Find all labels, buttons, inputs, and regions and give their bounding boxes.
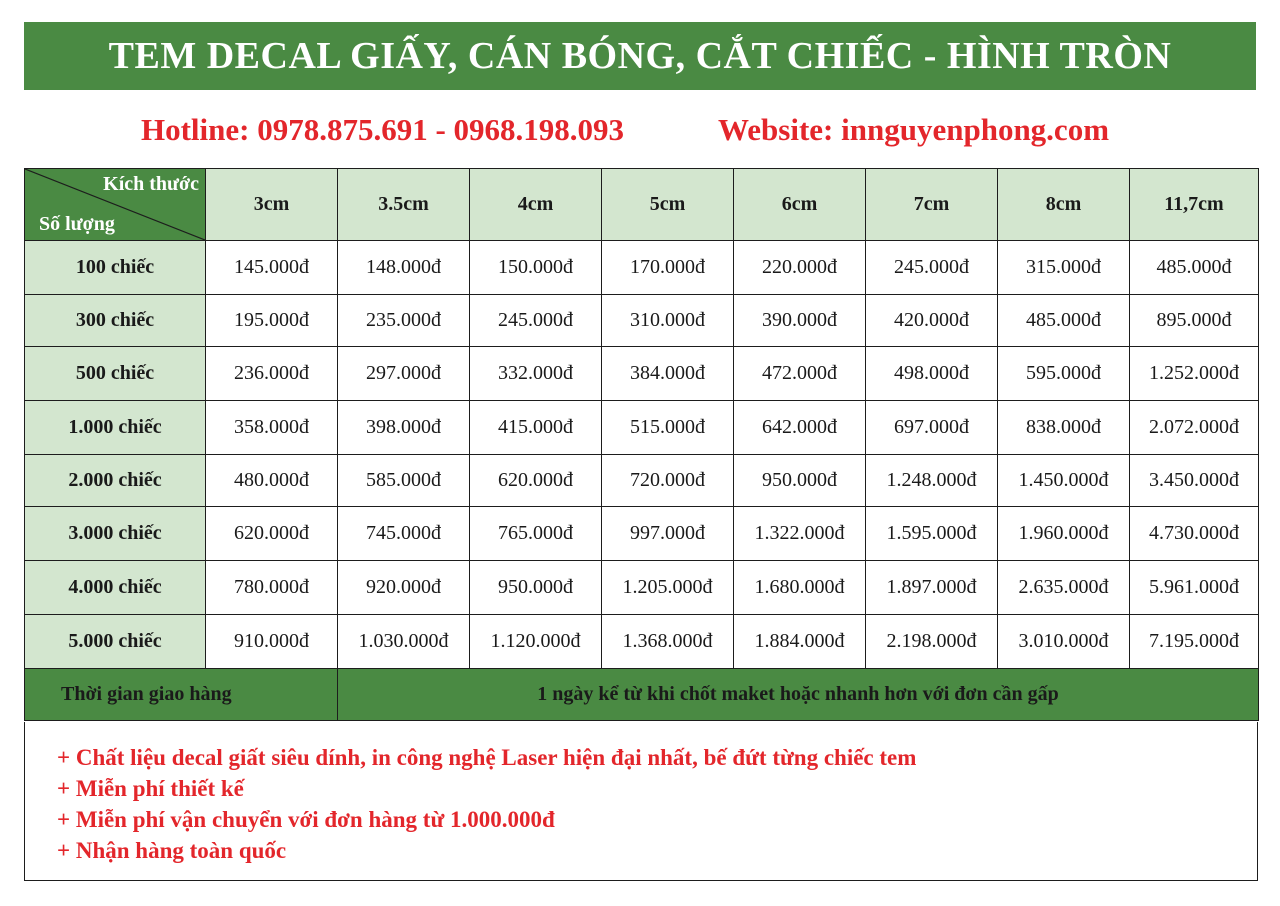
price-cell: 2.198.000đ: [866, 615, 998, 669]
price-cell: 3.450.000đ: [1130, 455, 1259, 507]
price-cell: 1.897.000đ: [866, 561, 998, 615]
price-cell: 358.000đ: [206, 401, 338, 455]
price-cell: 315.000đ: [998, 241, 1130, 295]
price-table: [24, 168, 1259, 721]
delivery-value: 1 ngày kể từ khi chốt maket hoặc nhanh hơn với đơn cần gấp: [338, 669, 1259, 721]
contact-line: [0, 108, 1280, 152]
price-cell: 585.000đ: [338, 455, 470, 507]
size-header-row: [25, 169, 1259, 241]
price-cell: 1.450.000đ: [998, 455, 1130, 507]
price-cell: 780.000đ: [206, 561, 338, 615]
price-cell: 1.030.000đ: [338, 615, 470, 669]
price-cell: 150.000đ: [470, 241, 602, 295]
price-cell: 1.248.000đ: [866, 455, 998, 507]
price-cell: 220.000đ: [734, 241, 866, 295]
price-cell: 480.000đ: [206, 455, 338, 507]
price-cell: 1.205.000đ: [602, 561, 734, 615]
price-cell: 297.000đ: [338, 347, 470, 401]
price-cell: 720.000đ: [602, 455, 734, 507]
price-row: [25, 347, 1259, 401]
price-cell: 5.961.000đ: [1130, 561, 1259, 615]
note-item: + Miễn phí thiết kế: [57, 776, 244, 801]
price-cell: 1.252.000đ: [1130, 347, 1259, 401]
price-row: [25, 507, 1259, 561]
price-cell: 4.730.000đ: [1130, 507, 1259, 561]
price-cell: 697.000đ: [866, 401, 998, 455]
size-header-cell: 5cm: [602, 169, 734, 241]
note-item: + Miễn phí vận chuyển với đơn hàng từ 1.000.000đ: [57, 807, 555, 832]
price-cell: 485.000đ: [1130, 241, 1259, 295]
quantity-cell: 300 chiếc: [25, 295, 206, 347]
quantity-cell: 100 chiếc: [25, 241, 206, 295]
price-cell: 745.000đ: [338, 507, 470, 561]
price-cell: 1.960.000đ: [998, 507, 1130, 561]
price-cell: 997.000đ: [602, 507, 734, 561]
page-title: TEM DECAL GIẤY, CÁN BÓNG, CẮT CHIẾC - HÌNH TRÒN: [108, 35, 1172, 77]
quantity-cell: 2.000 chiếc: [25, 455, 206, 507]
price-cell: 1.120.000đ: [470, 615, 602, 669]
price-cell: 148.000đ: [338, 241, 470, 295]
price-row: [25, 455, 1259, 507]
delivery-label: Thời gian giao hàng: [25, 669, 338, 721]
delivery-row: [25, 669, 1259, 721]
size-header-cell: 11,7cm: [1130, 169, 1259, 241]
hotline-text: Hotline: 0978.875.691 - 0968.198.093: [141, 112, 625, 147]
size-header-cell: 3.5cm: [338, 169, 470, 241]
quantity-cell: 1.000 chiếc: [25, 401, 206, 455]
price-cell: 620.000đ: [470, 455, 602, 507]
corner-qty-label: Số lượng: [39, 213, 115, 235]
size-header-cell: 3cm: [206, 169, 338, 241]
price-cell: 838.000đ: [998, 401, 1130, 455]
price-row: [25, 615, 1259, 669]
price-cell: 170.000đ: [602, 241, 734, 295]
price-cell: 415.000đ: [470, 401, 602, 455]
price-cell: 485.000đ: [998, 295, 1130, 347]
corner-header-cell: [25, 169, 206, 241]
corner-size-label: Kích thước: [103, 173, 199, 195]
price-cell: 595.000đ: [998, 347, 1130, 401]
size-header-cell: 8cm: [998, 169, 1130, 241]
price-cell: 245.000đ: [866, 241, 998, 295]
title-banner: [24, 22, 1256, 90]
quantity-cell: 500 chiếc: [25, 347, 206, 401]
price-cell: 765.000đ: [470, 507, 602, 561]
price-cell: 390.000đ: [734, 295, 866, 347]
price-cell: 515.000đ: [602, 401, 734, 455]
note-item: + Chất liệu decal giất siêu dính, in công nghệ Laser hiện đại nhất, bế đứt từng chiếc tem: [57, 745, 917, 770]
price-cell: 195.000đ: [206, 295, 338, 347]
price-cell: 950.000đ: [470, 561, 602, 615]
price-cell: 920.000đ: [338, 561, 470, 615]
quantity-cell: 4.000 chiếc: [25, 561, 206, 615]
price-cell: 235.000đ: [338, 295, 470, 347]
price-cell: 1.322.000đ: [734, 507, 866, 561]
price-cell: 620.000đ: [206, 507, 338, 561]
price-cell: 910.000đ: [206, 615, 338, 669]
price-cell: 642.000đ: [734, 401, 866, 455]
price-cell: 1.884.000đ: [734, 615, 866, 669]
price-cell: 145.000đ: [206, 241, 338, 295]
price-cell: 895.000đ: [1130, 295, 1259, 347]
price-cell: 236.000đ: [206, 347, 338, 401]
price-cell: 7.195.000đ: [1130, 615, 1259, 669]
size-header-cell: 6cm: [734, 169, 866, 241]
quantity-cell: 3.000 chiếc: [25, 507, 206, 561]
notes-box: [24, 722, 1258, 881]
price-cell: 420.000đ: [866, 295, 998, 347]
size-header-cell: 7cm: [866, 169, 998, 241]
price-cell: 310.000đ: [602, 295, 734, 347]
quantity-cell: 5.000 chiếc: [25, 615, 206, 669]
size-header-cell: 4cm: [470, 169, 602, 241]
price-cell: 1.595.000đ: [866, 507, 998, 561]
price-row: [25, 561, 1259, 615]
price-row: [25, 295, 1259, 347]
price-row: [25, 241, 1259, 295]
website-text: Website: innguyenphong.com: [718, 112, 1110, 147]
price-cell: 2.072.000đ: [1130, 401, 1259, 455]
price-cell: 472.000đ: [734, 347, 866, 401]
note-item: + Nhận hàng toàn quốc: [57, 838, 287, 863]
price-cell: 332.000đ: [470, 347, 602, 401]
price-cell: 3.010.000đ: [998, 615, 1130, 669]
price-cell: 245.000đ: [470, 295, 602, 347]
notes-list: [25, 722, 1257, 866]
price-cell: 1.680.000đ: [734, 561, 866, 615]
price-row: [25, 401, 1259, 455]
price-cell: 1.368.000đ: [602, 615, 734, 669]
price-cell: 384.000đ: [602, 347, 734, 401]
price-cell: 2.635.000đ: [998, 561, 1130, 615]
price-cell: 498.000đ: [866, 347, 998, 401]
price-cell: 950.000đ: [734, 455, 866, 507]
price-cell: 398.000đ: [338, 401, 470, 455]
